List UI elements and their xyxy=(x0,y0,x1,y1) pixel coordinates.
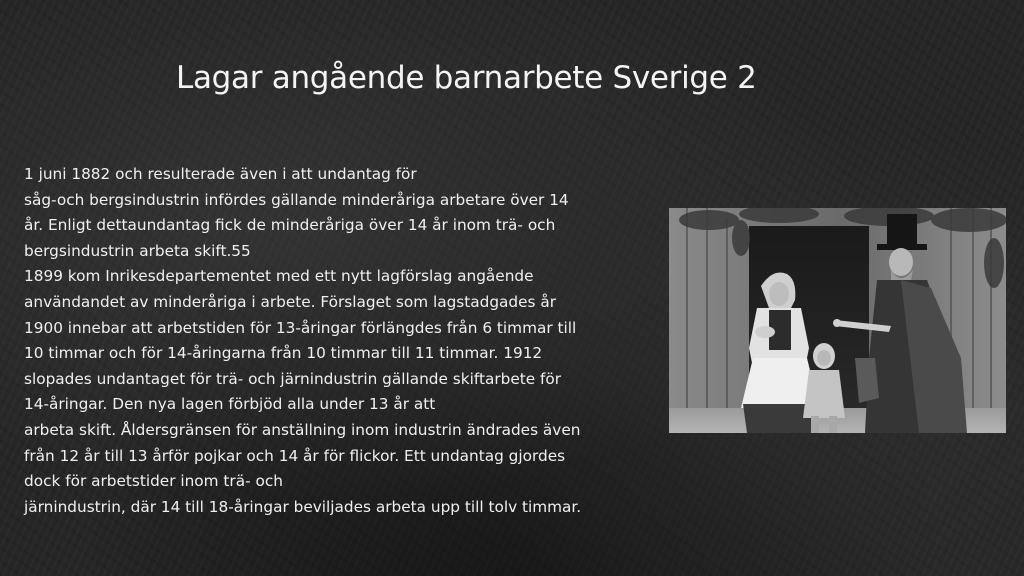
body-line: bergsindustrin arbeta skift.55 xyxy=(24,241,251,260)
body-line: från 12 år till 13 årför pojkar och 14 år för flickor. Ett undantag gjordes xyxy=(24,446,566,465)
body-line: 1900 innebar att arbetstiden för 13-åringar förlängdes från 6 timmar till xyxy=(24,318,577,337)
body-line: arbeta skift. Åldersgränsen för anställning inom industrin ändrades även xyxy=(24,420,581,439)
slide-title: Lagar angående barnarbete Sverige 2 xyxy=(176,60,757,96)
body-line: år. Enligt dettaundantag fick de minderåriga över 14 år inom trä- och xyxy=(24,216,556,235)
body-line: 10 timmar och för 14-åringarna från 10 timmar till 11 timmar. 1912 xyxy=(24,344,543,363)
body-line: järnindustrin, där 14 till 18-åringar beviljades arbeta upp till tolv timmar. xyxy=(24,497,582,516)
historical-photo xyxy=(669,208,1006,433)
body-line: dock för arbetstider inom trä- och xyxy=(24,472,283,491)
body-line: användandet av minderåriga i arbete. Förslaget som lagstadgades år xyxy=(24,292,557,311)
body-line: slopades undantaget för trä- och järnindustrin gällande skiftarbete för xyxy=(24,369,562,388)
body-line: 14-åringar. Den nya lagen förbjöd alla under 13 år att xyxy=(24,395,436,414)
body-text xyxy=(24,162,664,520)
body-line: 1899 kom Inrikesdepartementet med ett nytt lagförslag angående xyxy=(24,267,534,286)
body-line: 1 juni 1882 och resulterade även i att undantag för xyxy=(24,165,417,183)
body-line: såg-och bergsindustrin infördes gällande minderåriga arbetare över 14 xyxy=(24,190,569,209)
